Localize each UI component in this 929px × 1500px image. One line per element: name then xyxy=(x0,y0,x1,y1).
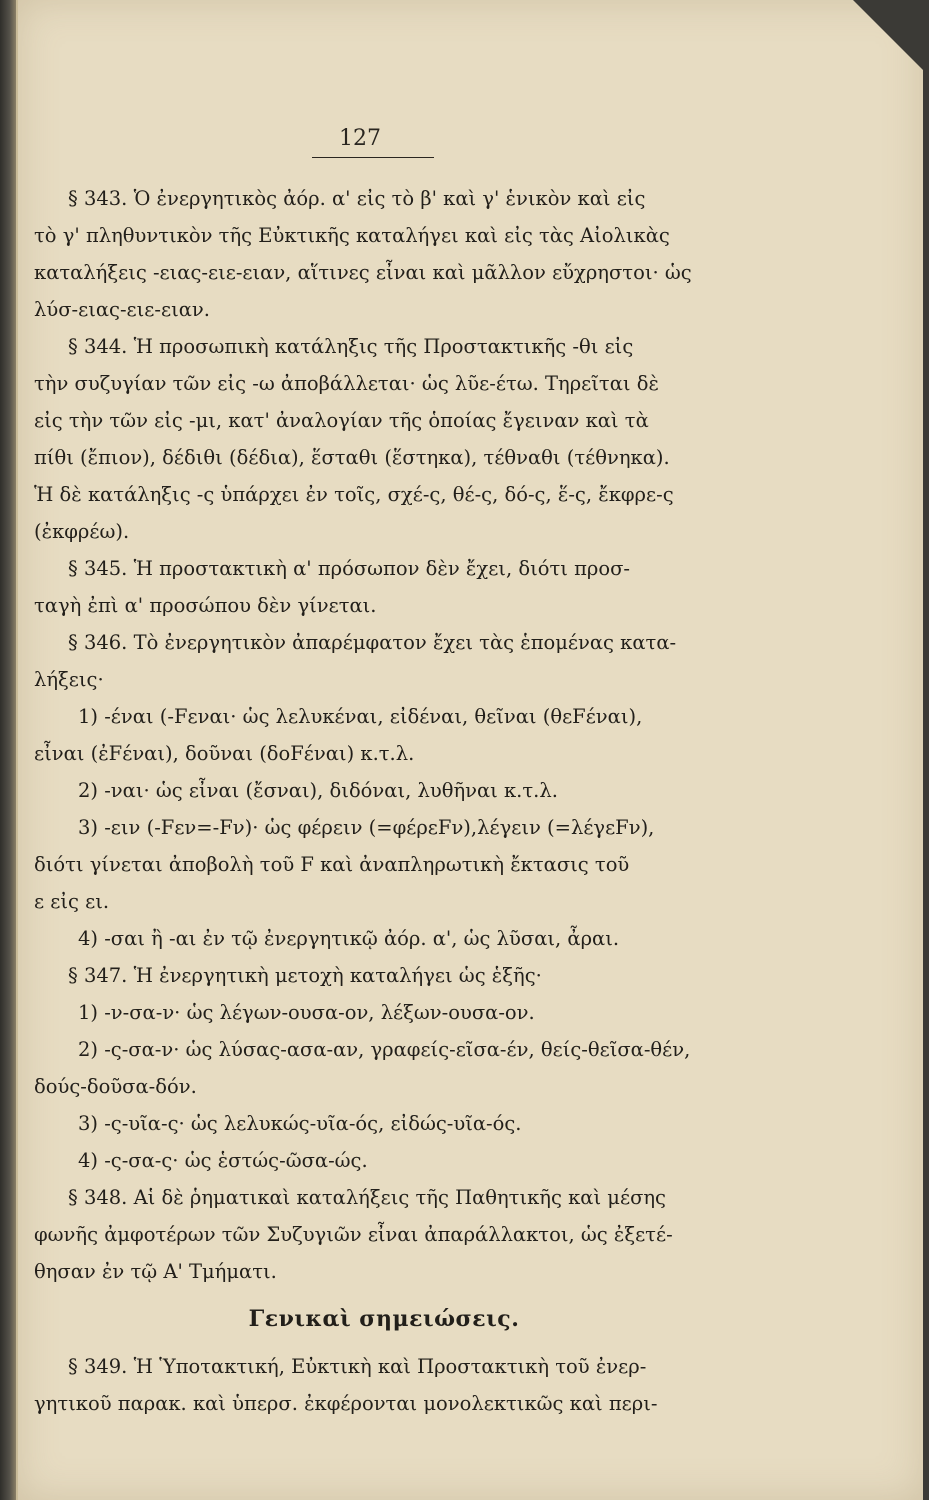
text-line: Ἡ δὲ κατάληξις -ς ὑπάρχει ἐν τοῖς, σχέ-ς, θέ-ς, δό-ς, ἕ-ς, ἔκφρε-ς xyxy=(34,483,674,506)
book-spine xyxy=(0,0,16,1500)
text-line: § 348. Αἱ δὲ ῥηματικαὶ καταλήξεις τῆς Παθητικῆς καὶ μέσης xyxy=(68,1186,666,1209)
text-line: πίθι (ἔπιον), δέδιθι (δέδια), ἕσταθι (ἕστηκα), τέθναθι (τέθνηκα). xyxy=(34,446,670,469)
text-line: 4) -σαι ἢ -αι ἐν τῷ ἐνεργητικῷ ἀόρ. α', ὡς λῦσαι, ἆραι. xyxy=(78,927,620,950)
text-line: 4) -ς-σα-ς· ὡς ἑστώς-ῶσα-ώς. xyxy=(78,1149,368,1172)
text-line: λήξεις· xyxy=(34,668,104,691)
text-line: καταλήξεις -ειας-ειε-ειαν, αἵτινες εἶναι καὶ μᾶλλον εὔχρηστοι· ὡς xyxy=(34,261,692,284)
text-line: ταγὴ ἐπὶ α' προσώπου δὲν γίνεται. xyxy=(34,594,377,617)
text-line: εἰς τὴν τῶν εἰς -μι, κατ' ἀναλογίαν τῆς ὁποίας ἔγειναν καὶ τὰ xyxy=(34,409,649,432)
text-line: (ἐκφρέω). xyxy=(34,520,130,543)
text-line: § 349. Ἡ Ὑποτακτική, Εὐκτικὴ καὶ Προστακτικὴ τοῦ ἐνερ- xyxy=(68,1355,647,1378)
text-line: 1) -έναι (-Fεναι· ὡς λελυκέναι, εἰδέναι, θεῖναι (θεFέναι), xyxy=(78,705,643,728)
folded-corner xyxy=(853,0,923,70)
text-line: θησαν ἐν τῷ Α' Τμήματι. xyxy=(34,1260,277,1283)
text-line: λύσ-ειας-ειε-ειαν. xyxy=(34,298,210,321)
text-line: 2) -ναι· ὡς εἶναι (ἔσναι), διδόναι, λυθῆναι κ.τ.λ. xyxy=(78,779,558,802)
text-line: § 343. Ὁ ἐνεργητικὸς ἀόρ. α' εἰς τὸ β' καὶ γ' ἑνικὸν καὶ εἰς xyxy=(68,187,646,210)
text-line: διότι γίνεται ἀποβολὴ τοῦ F καὶ ἀναπληρωτικὴ ἔκτασις τοῦ xyxy=(34,853,630,876)
text-line: § 346. Τὸ ἐνεργητικὸν ἀπαρέμφατον ἔχει τὰς ἑπομένας κατα- xyxy=(68,631,677,654)
text-line: 3) -ειν (-Fεν=-Fν)· ὡς φέρειν (=φέρεFν),λέγειν (=λέγεFν), xyxy=(78,816,655,839)
header-rule xyxy=(312,157,434,158)
body-text xyxy=(34,180,734,1422)
text-line: τὴν συζυγίαν τῶν εἰς -ω ἀποβάλλεται· ὡς λῦε-έτω. Τηρεῖται δὲ xyxy=(34,372,659,395)
text-line: § 345. Ἡ προστακτικὴ α' πρόσωπον δὲν ἔχει, διότι προσ- xyxy=(68,557,631,580)
text-line: 3) -ς-υῖα-ς· ὡς λελυκώς-υῖα-ός, εἰδώς-υῖα-ός. xyxy=(78,1112,522,1135)
text-line: 1) -ν-σα-ν· ὡς λέγων-ουσα-ον, λέξων-ουσα-ον. xyxy=(78,1001,535,1024)
section-heading: Γενικαὶ σημειώσεις. xyxy=(248,1306,520,1332)
text-line: γητικοῦ παρακ. καὶ ὑπερσ. ἐκφέρονται μονολεκτικῶς καὶ περι- xyxy=(34,1392,658,1415)
text-line: εἶναι (ἐFέναι), δοῦναι (δοFέναι) κ.τ.λ. xyxy=(34,742,415,765)
text-line: δούς-δοῦσα-δόν. xyxy=(34,1075,197,1098)
text-line: § 344. Ἡ προσωπικὴ κατάληξις τῆς Προστακτικῆς -θι εἰς xyxy=(68,335,634,358)
text-line: § 347. Ἡ ἐνεργητικὴ μετοχὴ καταλήγει ὡς ἑξῆς· xyxy=(68,964,542,987)
text-line: ε εἰς ει. xyxy=(34,890,110,913)
page-number: 127 xyxy=(339,126,381,151)
text-line: τὸ γ' πληθυντικὸν τῆς Εὐκτικῆς καταλήγει καὶ εἰς τὰς Αἰολικὰς xyxy=(34,224,670,247)
text-line: φωνῆς ἀμφοτέρων τῶν Συζυγιῶν εἶναι ἀπαράλλακτοι, ὡς ἐξετέ- xyxy=(34,1223,673,1246)
text-line: 2) -ς-σα-ν· ὡς λύσας-ασα-αν, γραφείς-εῖσα-έν, θείς-θεῖσα-θέν, xyxy=(78,1038,691,1061)
